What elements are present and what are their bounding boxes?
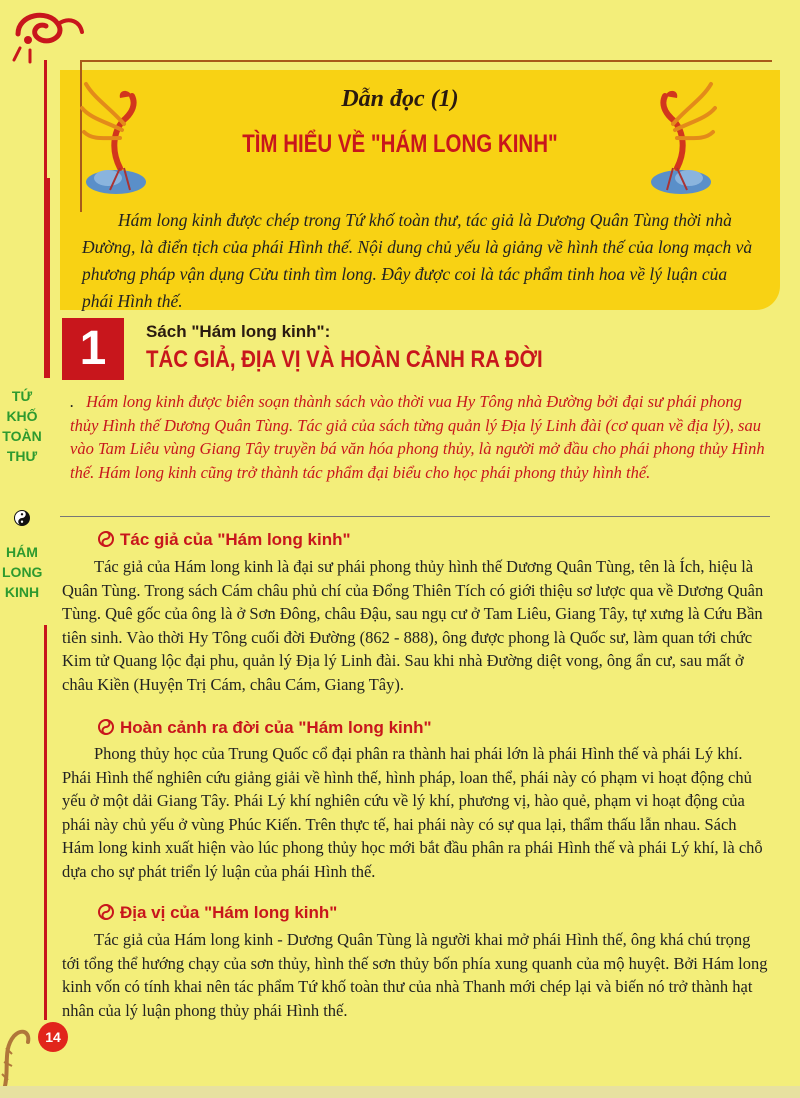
- swirl-bullet-icon: [98, 719, 114, 735]
- quote-dot: .: [70, 392, 75, 411]
- left-margin-rule: [44, 60, 47, 178]
- section-quote: [70, 390, 770, 484]
- side-chapter-label: [2, 380, 42, 620]
- side-line: HÁM: [6, 544, 38, 560]
- subsection-heading: [98, 718, 432, 738]
- subsection-heading: [98, 530, 351, 550]
- phoenix-icon: [645, 78, 717, 198]
- left-margin-rule-lower: [44, 625, 47, 1020]
- section-number: 1: [62, 318, 124, 380]
- swirl-bullet-icon: [98, 531, 114, 547]
- dragon-ornament-icon: [0, 1010, 44, 1098]
- subsection-heading-text: Tác giả của "Hám long kinh": [120, 530, 351, 549]
- bottom-band: [0, 1086, 800, 1098]
- subsection-body: Phong thủy học của Trung Quốc cổ đại phân ra thành hai phái lớn là phái Hình thế và phái Lý khí. Phái Hình thế nghiên cứu giảng giải về hình thế, hình pháp, loan thể, phái này có phạm vi hoạt động chủ yếu ở một dải Giang Tây. Phái Lý khí nghiên cứu về lý khí, phương vị, hào quẻ, phạm vi hoạt động của phái này chủ yếu ở vùng Phúc Kiến. Trên thực tế, hai phái này có sự qua lại, thẩm thấu lẫn nhau. Sách Hám long kinh xuất hiện vào lúc phong thủy học mới bắt đầu phân ra phái Hình thế và phái Lý khí, là chỗ dựa cho sự phát triển lý luận của phái Hình thế.: [62, 744, 763, 881]
- subsection-heading: [98, 903, 337, 923]
- subsection-heading-text: Hoàn cảnh ra đời của "Hám long kinh": [120, 718, 432, 737]
- side-label-bottom: [2, 542, 42, 602]
- subsection-body: Tác giả của Hám long kinh - Dương Quân Tùng là người khai mở phái Hình thế, ông khá chú trọng tới tổng thể hướng chạy của sơn thủy, hình thế sơn thủy bốn phía xung quanh của mộ huyệt. Bởi Hám long kinh vốn có tính khai nên tác phẩm Tứ khố toàn thư của nhà Thanh mới chép lại và biến nó trở thành hạt nhân của lý luận phong thủy phái Hình thế.: [62, 930, 768, 1020]
- side-label-top: [2, 386, 42, 466]
- phoenix-icon: [80, 78, 152, 198]
- section-subtitle: Sách "Hám long kinh":: [146, 322, 331, 341]
- side-line: LONG: [2, 564, 43, 580]
- side-red-bar: [44, 178, 50, 378]
- subsection-body: Tác giả của Hám long kinh là đại sư phái phong thủy hình thế Dương Quân Tùng, tên là Ích, hiệu là Quân Tùng. Trong sách Cám châu phủ chí của Đổng Thiên Tích có giới thiệu sơ lược qua về Dương Quân Tùng. Quê gốc của ông là ở Sơn Đông, châu Đậu, sau ngụ cư ở Tam Liêu, Giang Tây, tự xưng là Cứu Bần tiên sinh. Vào thời Hy Tông cuối đời Đường (862 - 888), ông được phong là Quốc sư, làm quan tới chức Kim tử Quang lộc đại phu, quản lý Địa lý Linh đài. Sau khi nhà Đường diệt vong, ông ẩn cư, sau mất ở châu Kiền (Huyện Trị Cám, châu Cám, Giang Tây).: [62, 557, 764, 694]
- intro-title: TÌM HIỂU VỀ "HÁM LONG KINH": [242, 130, 558, 158]
- section-title: TÁC GIẢ, ĐỊA VỊ VÀ HOÀN CẢNH RA ĐỜI: [146, 346, 543, 373]
- divider: [60, 516, 770, 517]
- yin-yang-icon: [14, 510, 30, 526]
- quote-text: Hám long kinh được biên soạn thành sách vào thời vua Hy Tông nhà Đường bởi đại sư phái phong thủy Hình thế Dương Quân Tùng. Tác giả của sách từng quản lý Địa lý Linh đài (cơ quan về địa lý), sau vào Tam Liêu vùng Giang Tây truyền bá văn hóa phong thủy, là người mở đầu cho phái phong thủy Hình thế. Hám long kinh cũng trở thành tác phẩm đại biểu cho học phái phong thủy hình thế.: [70, 392, 765, 482]
- side-line: KHỐ: [6, 408, 38, 424]
- page-number: 14: [38, 1022, 68, 1052]
- side-line: THƯ: [6, 448, 38, 464]
- intro-body: Hám long kinh được chép trong Tứ khố toàn thư, tác giả là Dương Quân Tùng thời nhà Đường, là điển tịch của phái Hình thế. Nội dung chủ yếu là giảng về hình thế của long mạch và phương pháp vận dụng Cửu tinh tìm long. Đây được coi là tác phẩm tinh hoa về lý luận của phái Hình thế.: [82, 210, 753, 311]
- intro-kicker: Dẫn đọc (1): [341, 86, 459, 112]
- side-line: TOÀN: [2, 428, 42, 444]
- swirl-bullet-icon: [98, 904, 114, 920]
- subsection-heading-text: Địa vị của "Hám long kinh": [120, 903, 338, 922]
- side-line: KINH: [4, 584, 40, 600]
- side-line: TỨ: [11, 388, 33, 404]
- dragon-ornament-icon: [8, 4, 88, 64]
